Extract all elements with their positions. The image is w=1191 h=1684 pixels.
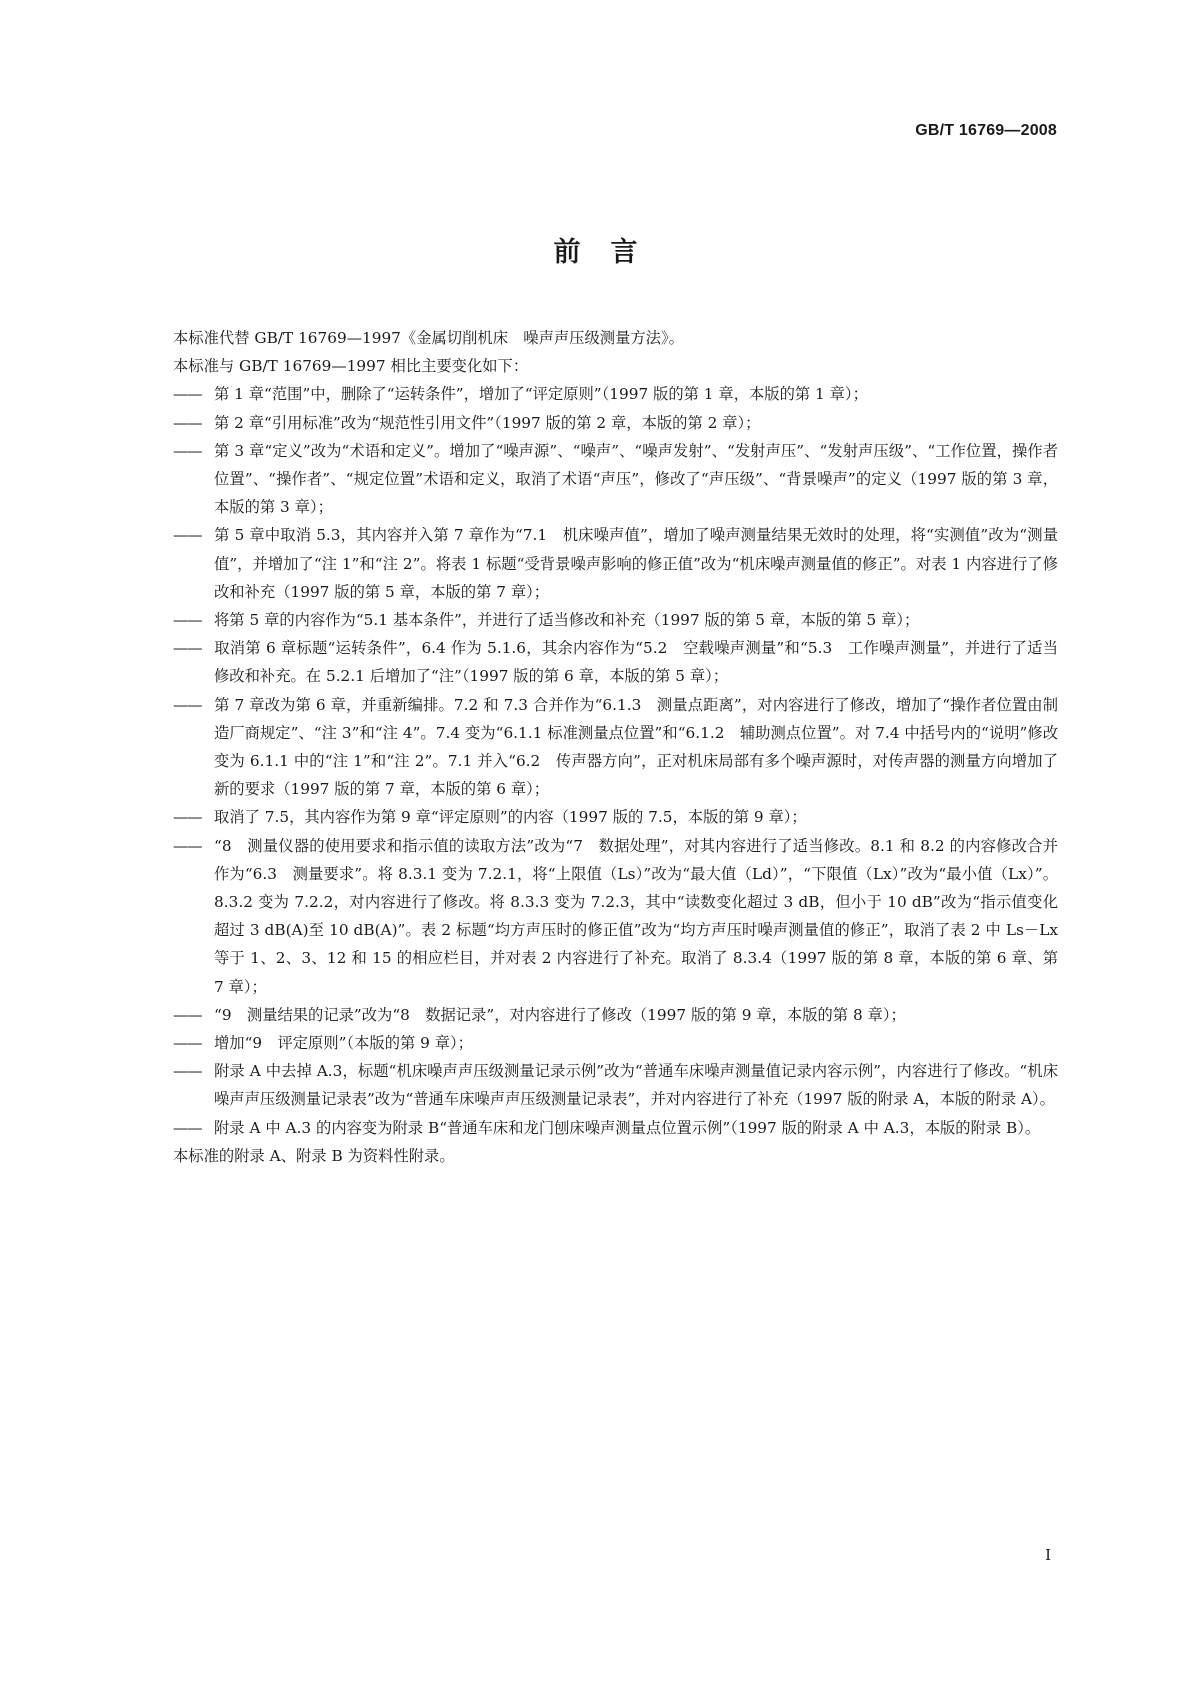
change-text: 取消了 7.5，其内容作为第 9 章“评定原则”的内容（1997 版的 7.5，本版的第 9 章）； bbox=[214, 808, 807, 827]
dash-marker: —— bbox=[173, 836, 202, 855]
intro-changes: 本标准与 GB/T 16769—1997 相比主要变化如下： bbox=[173, 357, 529, 376]
change-item bbox=[173, 521, 1058, 606]
change-text: 增加“9 评定原则”（本版的第 9 章）； bbox=[214, 1034, 473, 1053]
change-text: 附录 A 中 A.3 的内容变为附录 B“普通车床和龙门刨床噪声测量点位置示例”（1997 版的附录 A 中 A.3，本版的附录 B）。 bbox=[214, 1118, 1041, 1137]
change-text: 第 5 章中取消 5.3，其内容并入第 7 章作为“7.1 机床噪声值”，增加了噪声测量结果无效时的处理，将“实测值”改为“测量值”，并增加了“注 1”和“注 2”。将表 1 标题“受背景噪声影响的修正值”改为“机床噪声测量值的修正”。对表 1 内容进行了修改和补充（1997 版的第 5 章，本版的第 7 章）； bbox=[214, 526, 1058, 601]
change-item bbox=[173, 691, 1058, 804]
dash-marker: —— bbox=[173, 611, 202, 630]
dash-marker: —— bbox=[173, 1005, 202, 1024]
closing-note: 本标准的附录 A、附录 B 为资料性附录。 bbox=[173, 1146, 455, 1165]
dash-marker: —— bbox=[173, 526, 202, 545]
change-text: 第 2 章“引用标准”改为“规范性引用文件”（1997 版的第 2 章，本版的第 2 章）； bbox=[214, 413, 761, 432]
change-item bbox=[173, 437, 1058, 522]
dash-marker: —— bbox=[173, 413, 202, 432]
change-text: 第 1 章“范围”中，删除了“运转条件”，增加了“评定原则”（1997 版的第 1 章，本版的第 1 章）； bbox=[214, 385, 868, 404]
page-number: I bbox=[1045, 1546, 1051, 1564]
change-item bbox=[173, 634, 1058, 690]
preface-body bbox=[173, 324, 1058, 1170]
change-item bbox=[173, 1114, 1058, 1142]
dash-marker: —— bbox=[173, 1034, 202, 1053]
change-item bbox=[173, 1029, 1058, 1057]
change-text: 附录 A 中去掉 A.3，标题“机床噪声声压级测量记录示例”改为“普通车床噪声测量值记录内容示例”，内容进行了修改。“机床噪声声压级测量记录表”改为“普通车床噪声声压级测量记录表”，并对内容进行了补充（1997 版的附录 A，本版的附录 A）。 bbox=[214, 1062, 1058, 1109]
dash-marker: —— bbox=[173, 639, 202, 658]
dash-marker: —— bbox=[173, 808, 202, 827]
standard-code: GB/T 16769—2008 bbox=[915, 122, 1057, 139]
change-text: 取消第 6 章标题“运转条件”，6.4 作为 5.1.6，其余内容作为“5.2 空载噪声测量”和“5.3 工作噪声测量”，并进行了适当修改和补充。在 5.2.1 后增加了“注”（1997 版的第 6 章，本版的第 5 章）； bbox=[214, 639, 1058, 686]
change-item bbox=[173, 409, 1058, 437]
change-text: “9 测量结果的记录”改为“8 数据记录”，对内容进行了修改（1997 版的第 9 章，本版的第 8 章）； bbox=[214, 1005, 906, 1024]
dash-marker: —— bbox=[173, 385, 202, 404]
change-item bbox=[173, 606, 1058, 634]
change-text: “8 测量仪器的使用要求和指示值的读取方法”改为“7 数据处理”，对其内容进行了适当修改。8.1 和 8.2 的内容修改合并作为“6.3 测量要求”。将 8.3.1 变为 7.2.1，将“上限值（Ls）”改为“最大值（Ld）”，“下限值（Lx）”改为“最小值（Lx）”。8.3.2 变为 7.2.2，对内容进行了修改。将 8.3.3 变为 7.2.3，其中“读数变化超过 3 dB，但小于 10 dB”改为“指示值变化超过 3 dB(A)至 10 dB(A)”。表 2 标题“均方声压时的修正值”改为“均方声压时噪声测量值的修正”，取消了表 2 中 Ls－Lx 等于 1、2、3、12 和 15 的相应栏目，并对表 2 内容进行了补充。取消了 8.3.4（1997 版的第 8 章，本版的第 6 章、第 7 章）； bbox=[214, 836, 1058, 996]
change-item bbox=[173, 1001, 1058, 1029]
dash-marker: —— bbox=[173, 441, 202, 460]
change-text: 第 3 章“定义”改为“术语和定义”。增加了“噪声源”、“噪声”、“噪声发射”、“发射声压”、“发射声压级”、“工作位置，操作者位置”、“操作者”、“规定位置”术语和定义，取消了术语“声压”，修改了“声压级”、“背景噪声”的定义（1997 版的第 3 章，本版的第 3 章）； bbox=[214, 441, 1058, 517]
dash-marker: —— bbox=[173, 1118, 202, 1137]
change-item bbox=[173, 803, 1058, 831]
change-item bbox=[173, 380, 1058, 408]
dash-marker: —— bbox=[173, 1062, 202, 1081]
intro-replaces: 本标准代替 GB/T 16769—1997《金属切削机床 噪声声压级测量方法》。 bbox=[173, 329, 684, 347]
dash-marker: —— bbox=[173, 695, 202, 714]
page-title: 前言 bbox=[553, 237, 668, 268]
change-item bbox=[173, 1057, 1058, 1113]
change-item bbox=[173, 832, 1058, 1001]
change-text: 将第 5 章的内容作为“5.1 基本条件”，并进行了适当修改和补充（1997 版的第 5 章，本版的第 5 章）； bbox=[214, 611, 920, 630]
change-text: 第 7 章改为第 6 章，并重新编排。7.2 和 7.3 合并作为“6.1.3 测量点距离”，对内容进行了修改，增加了“操作者位置由制造厂商规定”、“注 3”和“注 4”。7.4 变为“6.1.1 标准测量点位置”和“6.1.2 辅助测点位置”。对 7.4 中括号内的“说明”修改变为 6.1.1 中的“注 1”和“注 2”。7.1 并入“6.2 传声器方向”，正对机床局部有多个噪声源时，对传声器的测量方向增加了新的要求（1997 版的第 7 章，本版的第 6 章）； bbox=[214, 695, 1058, 799]
